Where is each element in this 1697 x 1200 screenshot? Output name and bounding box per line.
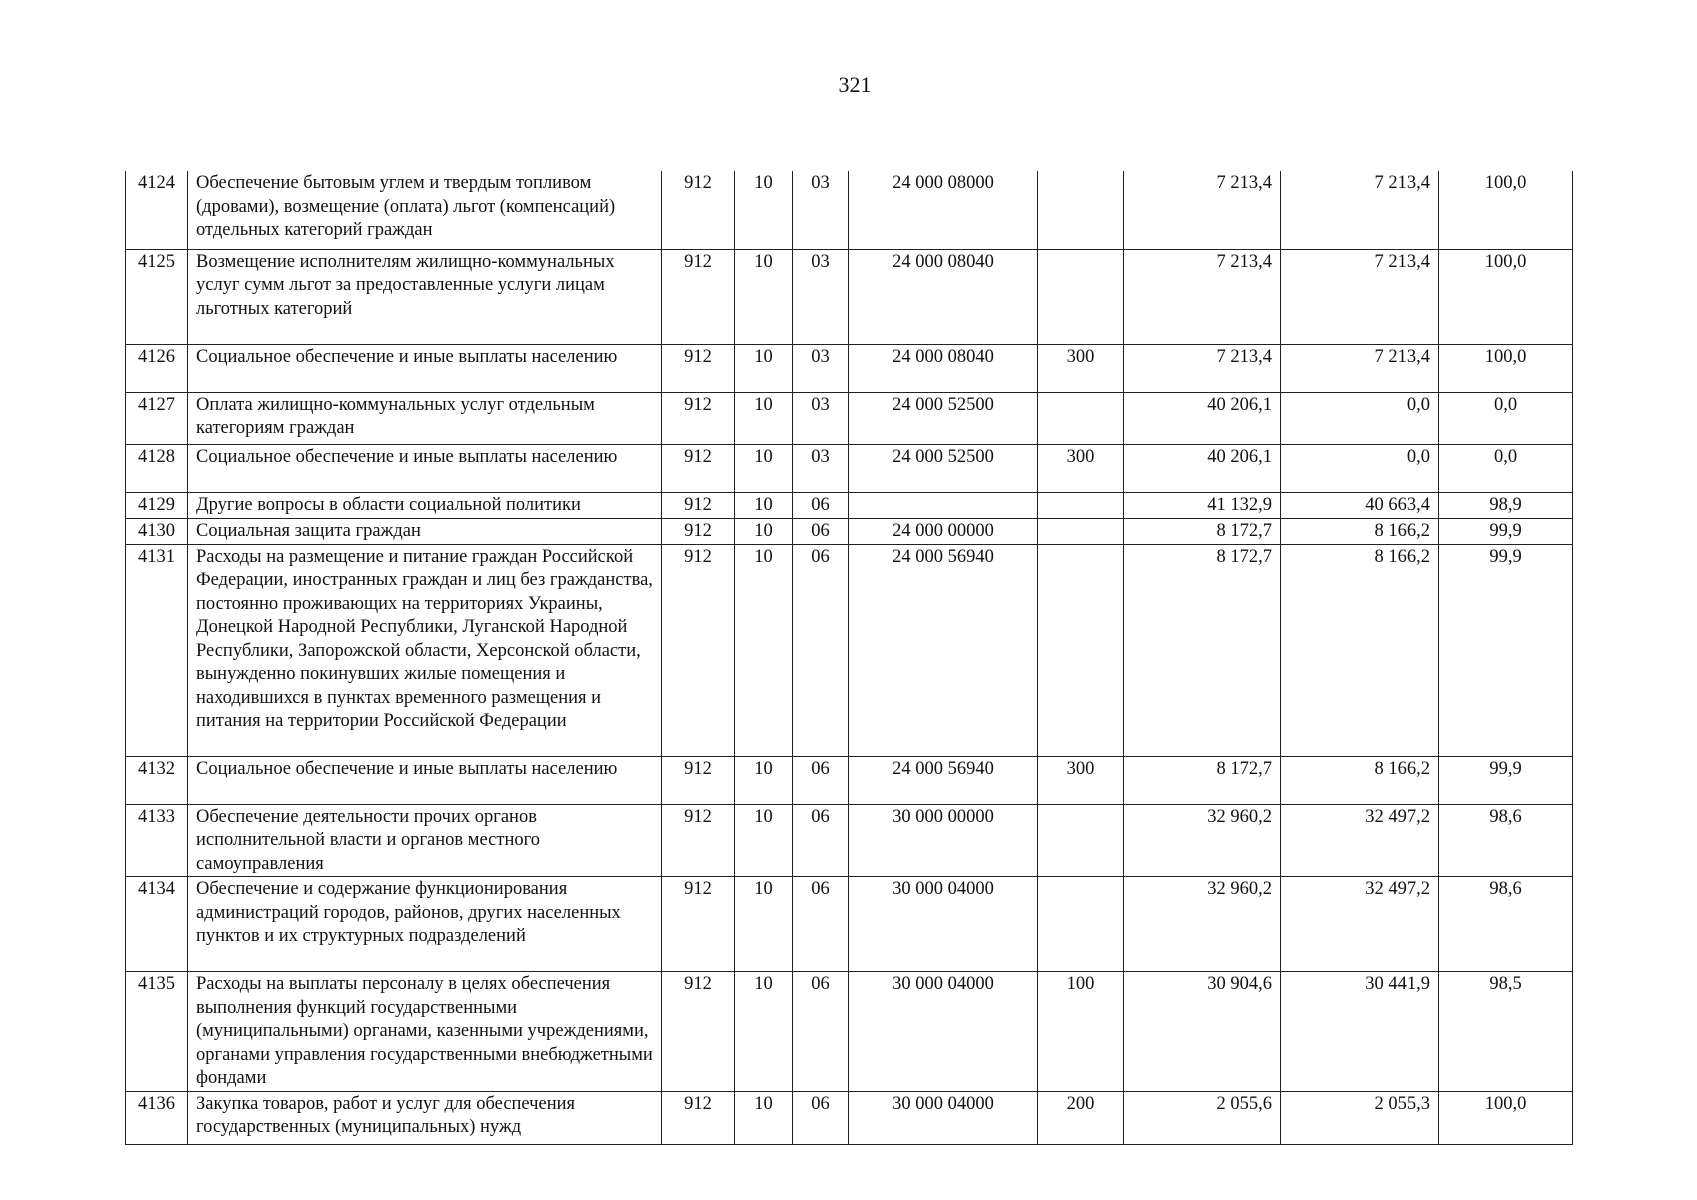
- section-code-cell: 10: [735, 171, 793, 249]
- section-code-cell: 10: [735, 249, 793, 344]
- execution-percent-cell: 98,6: [1439, 877, 1573, 972]
- execution-percent-cell: 99,9: [1439, 756, 1573, 804]
- actual-amount-cell: 32 497,2: [1281, 877, 1439, 972]
- execution-percent-cell: 99,9: [1439, 518, 1573, 544]
- department-code-cell: 912: [662, 544, 735, 756]
- table-row: [126, 804, 1573, 877]
- row-number-cell: 4127: [126, 392, 188, 444]
- execution-percent-cell: 100,0: [1439, 344, 1573, 392]
- row-number-cell: 4126: [126, 344, 188, 392]
- subsection-code-cell: 03: [793, 392, 849, 444]
- row-number-cell: 4136: [126, 1091, 188, 1144]
- planned-amount-cell: 32 960,2: [1124, 877, 1281, 972]
- planned-amount-cell: 8 172,7: [1124, 518, 1281, 544]
- execution-percent-cell: 98,9: [1439, 492, 1573, 518]
- section-code-cell: 10: [735, 877, 793, 972]
- section-code-cell: 10: [735, 344, 793, 392]
- department-code-cell: 912: [662, 492, 735, 518]
- table-row: [126, 492, 1573, 518]
- expense-type-cell: [1038, 392, 1124, 444]
- subsection-code-cell: 06: [793, 518, 849, 544]
- table-row: [126, 1091, 1573, 1144]
- execution-percent-cell: 100,0: [1439, 249, 1573, 344]
- actual-amount-cell: 40 663,4: [1281, 492, 1439, 518]
- section-code-cell: 10: [735, 1091, 793, 1144]
- section-code-cell: 10: [735, 804, 793, 877]
- actual-amount-cell: 8 166,2: [1281, 756, 1439, 804]
- target-article-cell: 30 000 00000: [849, 804, 1038, 877]
- section-code-cell: 10: [735, 544, 793, 756]
- target-article-cell: 24 000 52500: [849, 444, 1038, 492]
- expense-type-cell: [1038, 877, 1124, 972]
- row-name-cell: Социальное обеспечение и иные выплаты населению: [188, 344, 662, 392]
- actual-amount-cell: 7 213,4: [1281, 171, 1439, 249]
- department-code-cell: 912: [662, 804, 735, 877]
- target-article-cell: 24 000 56940: [849, 544, 1038, 756]
- table-row: [126, 544, 1573, 756]
- expense-type-cell: 300: [1038, 344, 1124, 392]
- department-code-cell: 912: [662, 249, 735, 344]
- row-name-cell: Обеспечение бытовым углем и твердым топливом (дровами), возмещение (оплата) льгот (компенсаций) отдельных категорий граждан: [188, 171, 662, 249]
- actual-amount-cell: 32 497,2: [1281, 804, 1439, 877]
- execution-percent-cell: 99,9: [1439, 544, 1573, 756]
- expense-type-cell: 100: [1038, 972, 1124, 1092]
- expense-type-cell: 200: [1038, 1091, 1124, 1144]
- execution-percent-cell: 100,0: [1439, 1091, 1573, 1144]
- section-code-cell: 10: [735, 392, 793, 444]
- row-number-cell: 4128: [126, 444, 188, 492]
- row-number-cell: 4129: [126, 492, 188, 518]
- target-article-cell: 24 000 08040: [849, 344, 1038, 392]
- actual-amount-cell: 0,0: [1281, 392, 1439, 444]
- department-code-cell: 912: [662, 171, 735, 249]
- planned-amount-cell: 41 132,9: [1124, 492, 1281, 518]
- section-code-cell: 10: [735, 518, 793, 544]
- subsection-code-cell: 06: [793, 1091, 849, 1144]
- table-row: [126, 171, 1573, 249]
- row-name-cell: Социальное обеспечение и иные выплаты населению: [188, 756, 662, 804]
- row-number-cell: 4125: [126, 249, 188, 344]
- table-row: [126, 444, 1573, 492]
- subsection-code-cell: 03: [793, 249, 849, 344]
- row-name-cell: Обеспечение и содержание функционирования администраций городов, районов, других населенных пунктов и их структурных подразделений: [188, 877, 662, 972]
- planned-amount-cell: 8 172,7: [1124, 756, 1281, 804]
- row-name-cell: Другие вопросы в области социальной политики: [188, 492, 662, 518]
- target-article-cell: 30 000 04000: [849, 877, 1038, 972]
- planned-amount-cell: 7 213,4: [1124, 171, 1281, 249]
- section-code-cell: 10: [735, 756, 793, 804]
- subsection-code-cell: 06: [793, 972, 849, 1092]
- expense-type-cell: [1038, 544, 1124, 756]
- table-row: [126, 756, 1573, 804]
- target-article-cell: 24 000 52500: [849, 392, 1038, 444]
- section-code-cell: 10: [735, 492, 793, 518]
- actual-amount-cell: 0,0: [1281, 444, 1439, 492]
- actual-amount-cell: 7 213,4: [1281, 249, 1439, 344]
- actual-amount-cell: 7 213,4: [1281, 344, 1439, 392]
- row-name-cell: Расходы на размещение и питание граждан Российской Федерации, иностранных граждан и лиц без гражданства, постоянно проживающих на территориях Украины, Донецкой Народной Республики, Луганской Народной Республики, Запорожской области, Херсонской области, вынужденно покинувших жилые помещения и находившихся в пунктах временного размещения и питания на территории Российской Федерации: [188, 544, 662, 756]
- target-article-cell: 24 000 08040: [849, 249, 1038, 344]
- target-article-cell: 30 000 04000: [849, 972, 1038, 1092]
- section-code-cell: 10: [735, 444, 793, 492]
- row-number-cell: 4124: [126, 171, 188, 249]
- department-code-cell: 912: [662, 392, 735, 444]
- target-article-cell: 30 000 04000: [849, 1091, 1038, 1144]
- subsection-code-cell: 06: [793, 877, 849, 972]
- execution-percent-cell: 0,0: [1439, 444, 1573, 492]
- row-number-cell: 4133: [126, 804, 188, 877]
- planned-amount-cell: 32 960,2: [1124, 804, 1281, 877]
- target-article-cell: [849, 492, 1038, 518]
- expense-type-cell: [1038, 249, 1124, 344]
- row-name-cell: Закупка товаров, работ и услуг для обеспечения государственных (муниципальных) нужд: [188, 1091, 662, 1144]
- expense-type-cell: [1038, 492, 1124, 518]
- department-code-cell: 912: [662, 756, 735, 804]
- expense-type-cell: [1038, 518, 1124, 544]
- row-name-cell: Социальное обеспечение и иные выплаты населению: [188, 444, 662, 492]
- page-number: 321: [838, 72, 872, 97]
- actual-amount-cell: 2 055,3: [1281, 1091, 1439, 1144]
- table-row: [126, 877, 1573, 972]
- row-number-cell: 4134: [126, 877, 188, 972]
- row-name-cell: Социальная защита граждан: [188, 518, 662, 544]
- row-name-cell: Обеспечение деятельности прочих органов исполнительной власти и органов местного самоуправления: [188, 804, 662, 877]
- subsection-code-cell: 06: [793, 544, 849, 756]
- department-code-cell: 912: [662, 1091, 735, 1144]
- row-number-cell: 4131: [126, 544, 188, 756]
- table-body: [126, 171, 1573, 1144]
- row-number-cell: 4132: [126, 756, 188, 804]
- department-code-cell: 912: [662, 518, 735, 544]
- expense-type-cell: 300: [1038, 444, 1124, 492]
- subsection-code-cell: 06: [793, 804, 849, 877]
- row-number-cell: 4135: [126, 972, 188, 1092]
- department-code-cell: 912: [662, 972, 735, 1092]
- actual-amount-cell: 8 166,2: [1281, 544, 1439, 756]
- planned-amount-cell: 7 213,4: [1124, 344, 1281, 392]
- execution-percent-cell: 98,6: [1439, 804, 1573, 877]
- table-row: [126, 972, 1573, 1092]
- subsection-code-cell: 03: [793, 444, 849, 492]
- expense-type-cell: [1038, 171, 1124, 249]
- planned-amount-cell: 2 055,6: [1124, 1091, 1281, 1144]
- expense-type-cell: 300: [1038, 756, 1124, 804]
- subsection-code-cell: 06: [793, 756, 849, 804]
- execution-percent-cell: 98,5: [1439, 972, 1573, 1092]
- planned-amount-cell: 40 206,1: [1124, 392, 1281, 444]
- actual-amount-cell: 8 166,2: [1281, 518, 1439, 544]
- row-name-cell: Оплата жилищно-коммунальных услуг отдельным категориям граждан: [188, 392, 662, 444]
- planned-amount-cell: 40 206,1: [1124, 444, 1281, 492]
- planned-amount-cell: 7 213,4: [1124, 249, 1281, 344]
- section-code-cell: 10: [735, 972, 793, 1092]
- execution-percent-cell: 100,0: [1439, 171, 1573, 249]
- planned-amount-cell: 8 172,7: [1124, 544, 1281, 756]
- budget-table: [125, 171, 1573, 1145]
- expense-type-cell: [1038, 804, 1124, 877]
- subsection-code-cell: 03: [793, 171, 849, 249]
- target-article-cell: 24 000 00000: [849, 518, 1038, 544]
- table-row: [126, 392, 1573, 444]
- row-name-cell: Возмещение исполнителям жилищно-коммунальных услуг сумм льгот за предоставленные услуги лицам льготных категорий: [188, 249, 662, 344]
- execution-percent-cell: 0,0: [1439, 392, 1573, 444]
- department-code-cell: 912: [662, 877, 735, 972]
- department-code-cell: 912: [662, 344, 735, 392]
- department-code-cell: 912: [662, 444, 735, 492]
- actual-amount-cell: 30 441,9: [1281, 972, 1439, 1092]
- row-number-cell: 4130: [126, 518, 188, 544]
- row-name-cell: Расходы на выплаты персоналу в целях обеспечения выполнения функций государственными (муниципальными) органами, казенными учреждениями, органами управления государственными внебюджетными фондами: [188, 972, 662, 1092]
- subsection-code-cell: 03: [793, 344, 849, 392]
- table-row: [126, 518, 1573, 544]
- subsection-code-cell: 06: [793, 492, 849, 518]
- table-row: [126, 249, 1573, 344]
- table-row: [126, 344, 1573, 392]
- target-article-cell: 24 000 56940: [849, 756, 1038, 804]
- target-article-cell: 24 000 08000: [849, 171, 1038, 249]
- planned-amount-cell: 30 904,6: [1124, 972, 1281, 1092]
